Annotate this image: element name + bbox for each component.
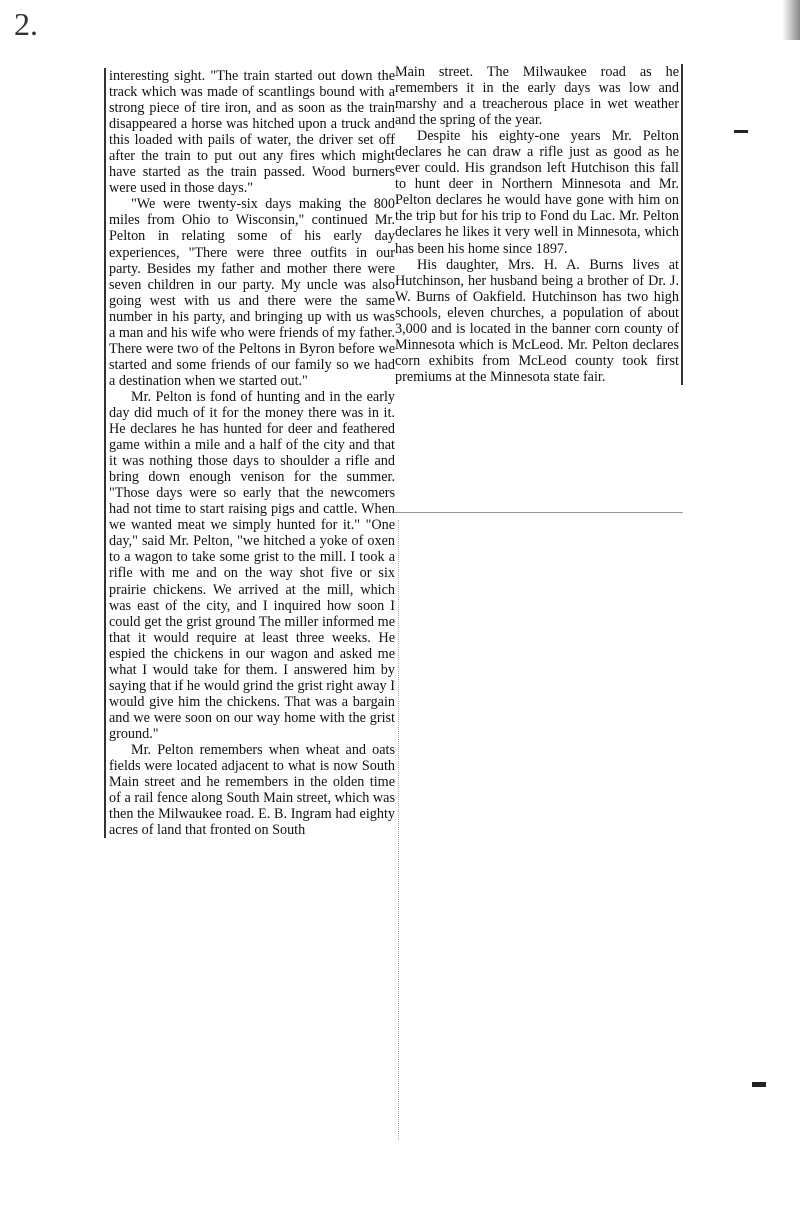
margin-mark <box>734 130 748 133</box>
col1-paragraph-2: "We were twenty-six days making the 800 miles from Ohio to Wisconsin," continued Mr. Pelton in relating some of his early day experiences, "There were three outfits in our party. Besides my father and mother there were seven children in our party. My uncle was also going west with us and there were the same number in his party, and bringing up with us was a man and his wife who were friends of my father. There were two of the Peltons in Byron before we started and some friends of our family so we had a destination when we started out." <box>109 196 395 389</box>
col1-paragraph-4: Mr. Pelton remembers when wheat and oats fields were located adjacent to what is now South Main street and he remembers in the olden time of a rail fence along South Main street, which was then the Milwaukee road. E. B. Ingram had eighty acres of land that fronted on South <box>109 741 395 839</box>
article-column-1 <box>104 68 395 838</box>
col2-paragraph-2: Despite his eighty-one years Mr. Pelton declares he can draw a rifle just as good as he ever could. His grandson left Hutchison this fall to hunt deer in Northern Minnesota and Mr. Pelton declares he would have gone with him on the trip but for his trip to Fond du Lac. Mr. Pelton declares he likes it very well in Minnesota, which has been his home since 1897. <box>395 128 679 257</box>
article-column-2 <box>395 64 683 385</box>
col2-paragraph-1: Main street. The Milwaukee road as he remembers it in the early days was low and marshy and a treacherous place in wet weather and the spring of the year. <box>395 64 679 129</box>
page-number: 2. <box>14 6 38 42</box>
col1-paragraph-3: Mr. Pelton is fond of hunting and in the early day did much of it for the money there was in it. He declares he has hunted for deer and feathered game within a mile and a half of the city and that it was nothing those days to shoulder a rifle and bring down enough venison for the summer. "Those days were so early that the newcomers had not time to start raising pigs and cattle. When we wanted meat we simply hunted for it." "One day," said Mr. Pelton, "we hitched a yoke of oxen to a wagon to take some grist to the mill. I took a rifle with me and on the way shot five or six prairie chickens. We arrived at the mill, which was east of the city, and I inquired how soon I could get the grist ground The miller informed me that it would require at least three weeks. He espied the chickens in our wagon and asked me what I would take for them. I answered him by saying that if he would grind the grist right away I would give him the chickens. That was a bargain and we were soon on our way home with the grist ground." <box>109 388 395 742</box>
col1-paragraph-1: interesting sight. "The train started out down the track which was made of scantlings bound with a strong piece of tire iron, and as soon as the train disappeared a horse was hitched upon a truck and this loaded with pails of water, the driver set off after the train to put out any fires which might have started as the train passed. Wood burners were used in those days." <box>109 68 395 197</box>
column-divider <box>398 520 400 1140</box>
col2-paragraph-3: His daughter, Mrs. H. A. Burns lives at Hutchinson, her husband being a brother of Dr. J. W. Burns of Oakfield. Hutchinson has two high schools, eleven churches, a population of about 3,000 and is located in the banner corn county of Minnesota which is McLeod. Mr. Pelton declares corn exhibits from McLeod county took first premiums at the Minnesota state fair. <box>395 256 679 385</box>
scan-edge-shadow <box>782 0 800 40</box>
margin-mark <box>752 1082 766 1087</box>
column-end-rule <box>395 512 683 513</box>
